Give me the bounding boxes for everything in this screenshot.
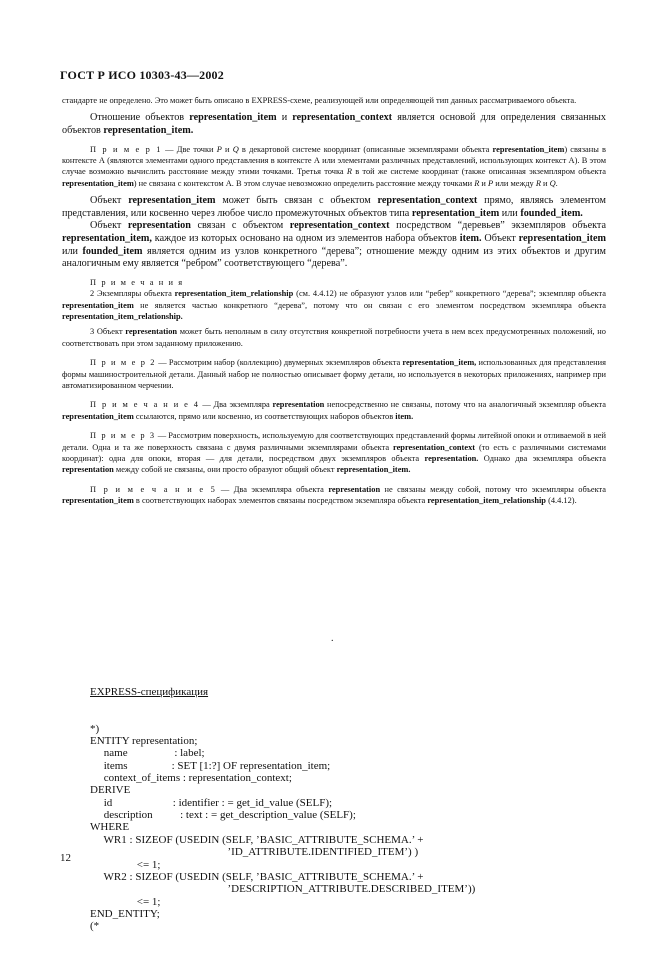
express-code-line: (* bbox=[90, 920, 100, 933]
express-heading: EXPRESS-спецификация bbox=[90, 685, 209, 698]
document-body bbox=[62, 95, 606, 507]
example-3: П р и м е р 3 — Рассмотрим поверхность, используемую для соответствующих представлений формы литейной опоки и отливаемой в ней детали. Одна и та же поверхность связана с двумя различными экземплярами объекта representation_context (то есть с различными системами координат): одна для опоки, вторая — для детали, посредством двух экземпляров объекта representation. Однако два экземпляра объекта representation между собой не связаны, они просто образуют общий объект representation_item. bbox=[62, 431, 606, 475]
express-code-line: id : identifier : = get_id_value (SELF); bbox=[90, 796, 333, 809]
express-specification bbox=[62, 661, 622, 957]
express-code-line: description : text : = get_description_value (SELF); bbox=[90, 809, 356, 822]
express-code-line: WHERE bbox=[90, 821, 130, 834]
note-3: 3 Объект representation может быть неполным в силу отсутствия конкретной потребности учета в нем всех предусмотренных положений, но соответствовать при этом заданному приложению. bbox=[62, 327, 606, 348]
paragraph-relation: Отношение объектов representation_item и representation_context является основой для определения связанных объектов representation_item. bbox=[62, 112, 606, 136]
express-code-lines bbox=[62, 723, 622, 933]
example-1: П р и м е р 1 — Две точки P и Q в декартовой системе координат (описанные экземплярами объекта representation_item) связаны в контексте А (являются элементами одного представления в контексте А или элементами различных представлений, использующих контекст А). В этом случае возможно вычислить расстояние между этими точками. Третья точка R в той же системе координат (также описанная экземпляром объекта representation_item) не связана с контекстом А. В этом случае невозможно определить расстояние между точками R и P или между R и Q. bbox=[62, 144, 606, 188]
example-2: П р и м е р 2 — Рассмотрим набор (коллекцию) двумерных экземпляров объекта representation_item, использованных для представления формы машиностроительной детали. Данный набор не полностью описывает форму детали, но используется в некоторых приложениях, например при автоматизированном черчении. bbox=[62, 358, 606, 391]
express-code-line: <= 1; bbox=[90, 895, 161, 908]
express-code-line: ENTITY representation; bbox=[90, 735, 198, 748]
note-2: 2 Экземпляры объекта representation_item_relationship (см. 4.4.12) не образуют узлов или “ребер” конкретного “дерева”; экземпляр объекта representation_item не является частью конкретного “дерева”, потому что он связан с его элементом посредством экземпляра объекта representation_item_relationship. bbox=[62, 289, 606, 321]
note-5: П р и м е ч а н и е 5 — Два экземпляра объекта representation не связаны между собой, потому что экземпляры объекта representation_item в соответствующих наборах элементов связаны посредством экземпляра объекта representation_item_relationship (4.4.12). bbox=[62, 484, 607, 506]
express-code-line: WR2 : SIZEOF (USEDIN (SELF, ’BASIC_ATTRIBUTE_SCHEMA.’ + bbox=[90, 870, 424, 883]
notes-heading: П р и м е ч а н и я bbox=[90, 277, 184, 287]
express-code-line: name : label; bbox=[90, 747, 205, 760]
express-code-line: <= 1; bbox=[90, 858, 161, 871]
document-header: ГОСТ Р ИСО 10303-43—2002 bbox=[60, 68, 224, 82]
paragraph-continuation: стандарте не определено. Это может быть описано в EXPRESS-схеме, реализующей или определяющей тип данных рассматриваемого объекта. bbox=[62, 96, 577, 105]
paragraph-item-link: Объект representation_item может быть связан с объектом representation_context прямо, являясь элементом представления, или косвенно через любое число промежуточных объектов типа representation_item или founded_item. bbox=[62, 195, 606, 219]
express-code-line: END_ENTITY; bbox=[90, 907, 160, 920]
express-code-line: context_of_items : representation_context; bbox=[90, 772, 292, 785]
express-code-line: DERIVE bbox=[90, 784, 131, 797]
page-number: 12 bbox=[60, 852, 71, 864]
paragraph-trees: Объект representation связан с объектом representation_context посредством “деревьев” экземпляров объекта representation_item, каждое из которых основано на одном из элементов набора объектов item. Объект representation_item или founded_item является одним из узлов конкретного “дерева”; отношение между одним из этих объектов и другим аналогичным ему является “ребром” соответствующего “дерева”. bbox=[62, 220, 607, 270]
express-code-line: ’ID_ATTRIBUTE.IDENTIFIED_ITEM’) ) bbox=[90, 846, 419, 859]
express-code-line: items : SET [1:?] OF representation_item; bbox=[90, 759, 331, 772]
note-4: П р и м е ч а н и е 4 — Два экземпляра representation непосредственно не связаны, потому что на аналогичный экземпляр объекта representation_item ссылаются, прямо или косвенно, из соответствующих наборов объектов item. bbox=[62, 400, 606, 421]
express-code-line: ’DESCRIPTION_ATTRIBUTE.DESCRIBED_ITEM’)) bbox=[90, 883, 476, 896]
express-code-line: *) bbox=[90, 722, 100, 735]
stray-dot: . bbox=[331, 633, 334, 644]
express-code-line: WR1 : SIZEOF (USEDIN (SELF, ’BASIC_ATTRIBUTE_SCHEMA.’ + bbox=[90, 833, 424, 846]
